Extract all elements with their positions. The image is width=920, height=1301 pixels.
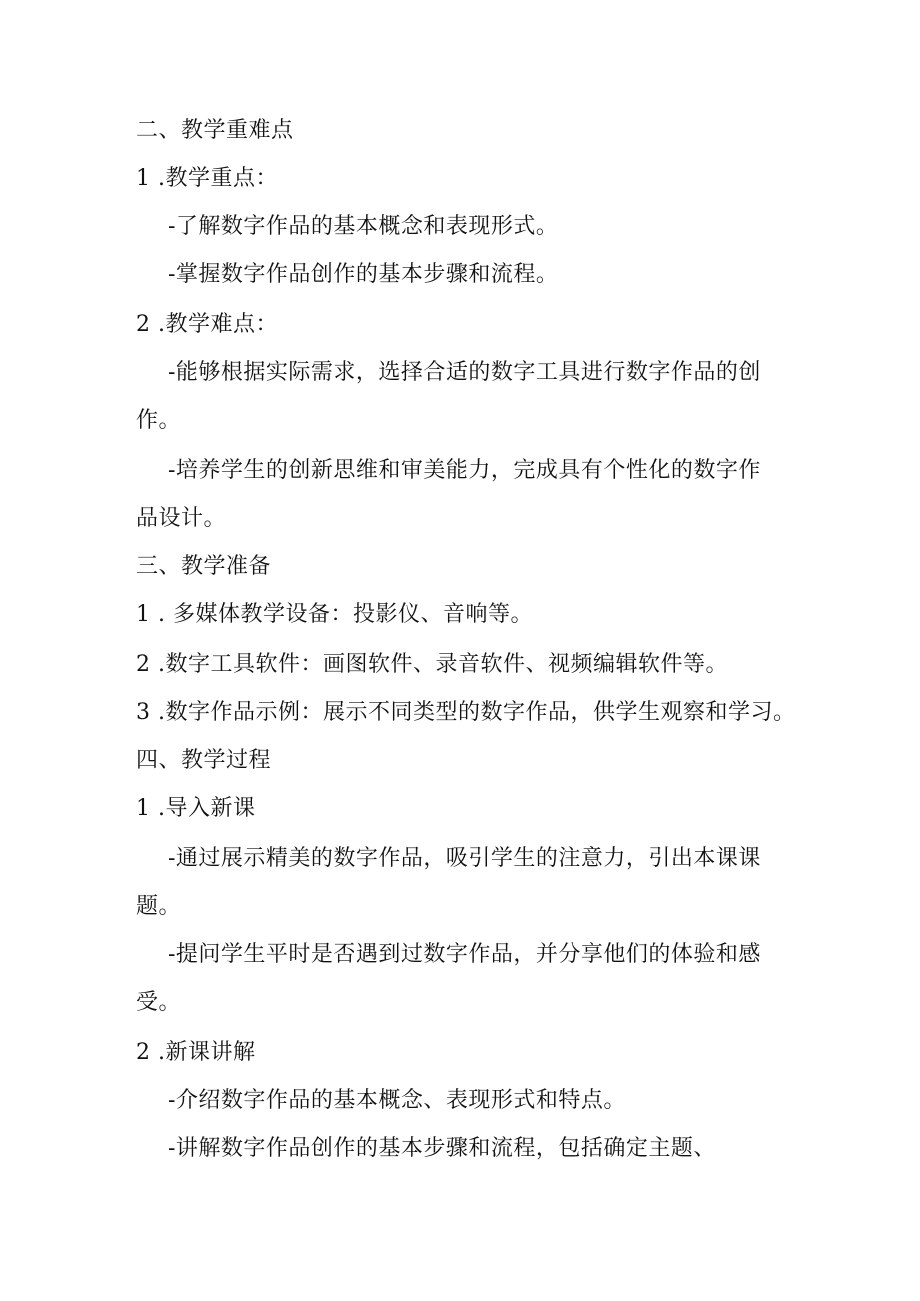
bullet-line: -介绍数字作品的基本概念、表现形式和特点。 bbox=[168, 1088, 626, 1113]
bullet-line: -通过展示精美的数字作品，吸引学生的注意力，引出本课课 bbox=[168, 846, 761, 871]
list-item: 3 .数字作品示例：展示不同类型的数字作品，供学生观察和学习。 bbox=[136, 700, 796, 725]
section-heading: 四、教学过程 bbox=[136, 748, 272, 773]
bullet-continuation: 题。 bbox=[136, 894, 182, 919]
bullet-line: -讲解数字作品创作的基本步骤和流程，包括确定主题、 bbox=[168, 1136, 716, 1161]
bullet-continuation: 作。 bbox=[136, 408, 182, 433]
section-heading: 二、教学重难点 bbox=[136, 118, 294, 143]
bullet-line: -了解数字作品的基本概念和表现形式。 bbox=[168, 214, 559, 239]
section-heading: 三、教学准备 bbox=[136, 554, 272, 579]
list-item: 2 .数字工具软件：画图软件、录音软件、视频编辑软件等。 bbox=[136, 652, 728, 677]
subsection-heading: 2 .教学难点： bbox=[136, 312, 278, 337]
bullet-line: -掌握数字作品创作的基本步骤和流程。 bbox=[168, 262, 559, 287]
bullet-line: -能够根据实际需求，选择合适的数字工具进行数字作品的创 bbox=[168, 360, 761, 385]
subsection-heading: 1 .导入新课 bbox=[136, 796, 256, 821]
subsection-heading: 1 .教学重点： bbox=[136, 166, 278, 191]
subsection-heading: 2 .新课讲解 bbox=[136, 1040, 256, 1065]
bullet-continuation: 品设计。 bbox=[136, 506, 227, 531]
bullet-continuation: 受。 bbox=[136, 990, 182, 1015]
bullet-line: -培养学生的创新思维和审美能力，完成具有个性化的数字作 bbox=[168, 458, 761, 483]
bullet-line: -提问学生平时是否遇到过数字作品，并分享他们的体验和感 bbox=[168, 942, 761, 967]
list-item: 1 . 多媒体教学设备：投影仪、音响等。 bbox=[136, 602, 533, 627]
